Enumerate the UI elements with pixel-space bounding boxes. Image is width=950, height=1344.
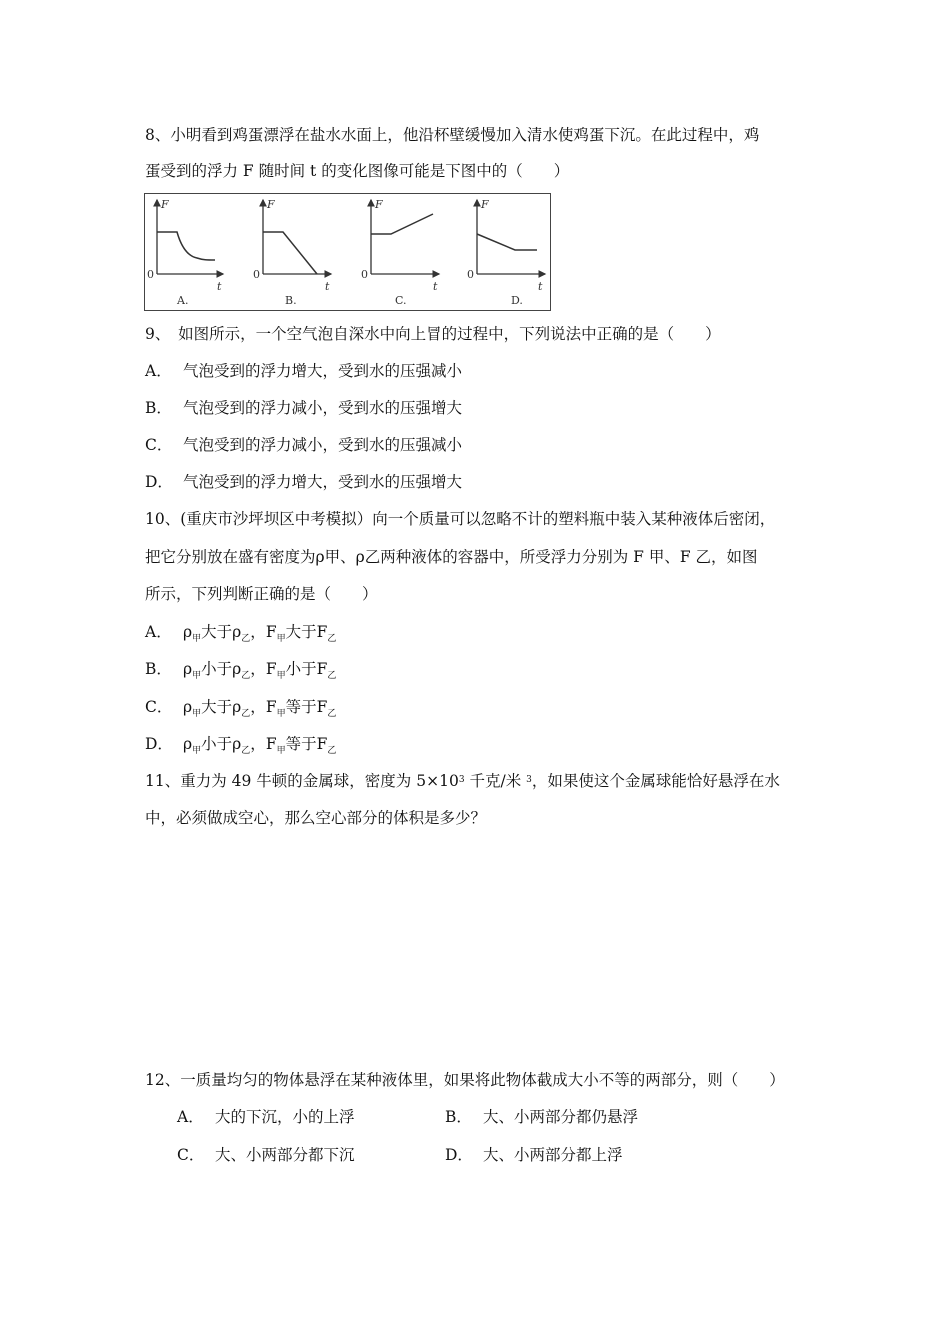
separator: ， [250,623,266,641]
graph-d-x-label: t [538,280,543,293]
subscript-yi: 乙 [327,671,337,681]
force-symbol: F [316,623,328,641]
rho-symbol: ρ [183,623,193,641]
graph-c-caption: C. [395,294,407,307]
subscript-jia: 甲 [276,634,286,644]
q11-stem-line1 [145,774,780,790]
option-text: 气泡受到的浮力增大，受到水的压强减小 [183,362,463,380]
rho-symbol: ρ [183,660,193,678]
force-symbol: F [316,698,328,716]
option-text: 气泡受到的浮力减小，受到水的压强增大 [183,399,463,417]
q10-option-a[interactable] [145,625,336,644]
option-label: A． [145,623,172,641]
relation-1: 大于 [201,698,233,716]
option-label: C． [145,698,173,716]
graph-d-curve [477,234,537,250]
option-text: 大、小两部分都下沉 [215,1146,355,1164]
option-label: A． [145,362,172,380]
relation-2: 等于 [285,735,317,753]
relation-1: 大于 [201,623,233,641]
subscript-jia: 甲 [276,709,286,719]
option-text: 气泡受到的浮力增大，受到水的压强增大 [183,473,463,491]
graph-c-y-label: F [375,198,383,211]
subscript-jia: 甲 [192,671,202,681]
option-text: 气泡受到的浮力减小，受到水的压强减小 [183,436,463,454]
option-label: D． [445,1146,473,1164]
q9-option-b[interactable] [145,401,462,417]
q11-text-c: ，如果使这个金属球能恰好悬浮在水 [531,772,780,790]
option-label: D． [145,735,173,753]
q12-option-d[interactable] [445,1148,623,1164]
q8-stem-line1: 8、小明看到鸡蛋漂浮在盐水水面上，他沿杯壁缓慢加入清水使鸡蛋下沉。在此过程中，鸡 [145,126,760,144]
q10-stem-line2: 把它分别放在盛有密度为ρ甲、ρ乙两种液体的容器中，所受浮力分别为 F 甲、F 乙，如图 [145,548,758,566]
rho-symbol: ρ [232,660,242,678]
q8-graphs-svg [145,194,550,310]
exponent: 3 [458,775,465,785]
relation-2: 小于 [285,660,317,678]
force-symbol: F [265,660,277,678]
option-text: 大的下沉，小的上浮 [215,1108,355,1126]
graph-d-caption: D. [511,294,523,307]
graph-d-y-label: F [481,198,489,211]
graph-c-x-label: t [433,280,438,293]
option-label: D． [145,473,173,491]
graph-a-curve [157,232,215,260]
option-label: C． [145,436,173,454]
force-symbol: F [265,735,277,753]
rho-symbol: ρ [183,735,193,753]
q12-stem: 12、一质量均匀的物体悬浮在某种液体里，如果将此物体截成大小不等的两部分，则（ ） [145,1071,785,1089]
option-label: B． [445,1108,472,1126]
graph-a-caption: A. [177,294,189,307]
graph-b-x-label: t [325,280,330,293]
option-text: 大、小两部分都仍悬浮 [483,1108,639,1126]
rho-symbol: ρ [183,698,193,716]
q10-option-d[interactable] [145,737,336,756]
graph-c-origin: 0 [361,268,368,281]
force-symbol: F [265,623,277,641]
relation-2: 等于 [285,698,317,716]
force-symbol: F [316,735,328,753]
subscript-yi: 乙 [327,709,337,719]
separator: ， [250,660,266,678]
graph-c-curve [371,214,433,234]
rho-symbol: ρ [232,735,242,753]
relation-1: 小于 [201,660,233,678]
option-label: C． [177,1146,205,1164]
separator: ， [250,735,266,753]
graph-b [253,198,331,307]
subscript-yi: 乙 [241,634,251,644]
relation-1: 小于 [201,735,233,753]
graph-b-curve [263,232,317,274]
force-symbol: F [316,660,328,678]
graph-d-origin: 0 [467,268,474,281]
exponent: 3 [526,775,532,785]
subscript-yi: 乙 [241,709,251,719]
relation-2: 大于 [285,623,317,641]
option-label: A． [177,1108,204,1126]
q9-stem: 9、 如图所示，一个空气泡自深水中向上冒的过程中，下列说法中正确的是（ ） [145,325,721,343]
force-symbol: F [265,698,277,716]
subscript-yi: 乙 [327,746,337,756]
subscript-yi: 乙 [241,746,251,756]
separator: ， [250,698,266,716]
option-text: 大、小两部分都上浮 [483,1146,623,1164]
q12-option-b[interactable] [445,1110,638,1126]
rho-symbol: ρ [232,623,242,641]
graph-a-origin: 0 [147,268,154,281]
q12-option-c[interactable] [177,1148,355,1164]
q10-option-c[interactable] [145,700,336,719]
subscript-jia: 甲 [192,634,202,644]
option-label: B． [145,399,172,417]
q10-stem-line3: 所示，下列判断正确的是（ ） [145,585,378,603]
rho-symbol: ρ [232,698,242,716]
q8-stem-line2: 蛋受到的浮力 F 随时间 t 的变化图像可能是下图中的（ ） [145,162,570,180]
q8-graph-figure [144,193,551,311]
option-label: B． [145,660,172,678]
q12-option-a[interactable] [177,1110,355,1126]
graph-c [361,198,439,307]
graph-a-x-label: t [217,280,222,293]
q11-text-b: 千克/米 [464,772,527,790]
subscript-jia: 甲 [192,746,202,756]
graph-a-y-label: F [161,198,169,211]
q9-option-d[interactable] [145,475,462,491]
graph-d [467,198,545,307]
subscript-yi: 乙 [327,634,337,644]
subscript-jia: 甲 [276,746,286,756]
q10-stem-line1: 10、(重庆市沙坪坝区中考模拟）向一个质量可以忽略不计的塑料瓶中装入某种液体后密闭， [145,510,776,528]
q10-option-b[interactable] [145,662,336,681]
graph-b-origin: 0 [253,268,260,281]
subscript-jia: 甲 [276,671,286,681]
subscript-yi: 乙 [241,671,251,681]
q9-option-c[interactable] [145,438,462,454]
graph-b-caption: B. [285,294,297,307]
q11-text-a: 11、重力为 49 牛顿的金属球，密度为 5×10 [145,772,459,790]
subscript-jia: 甲 [192,709,202,719]
graph-b-y-label: F [267,198,275,211]
q9-option-a[interactable] [145,364,462,380]
graph-a [147,198,223,307]
q11-stem-line2: 中，必须做成空心，那么空心部分的体积是多少？ [145,809,487,827]
